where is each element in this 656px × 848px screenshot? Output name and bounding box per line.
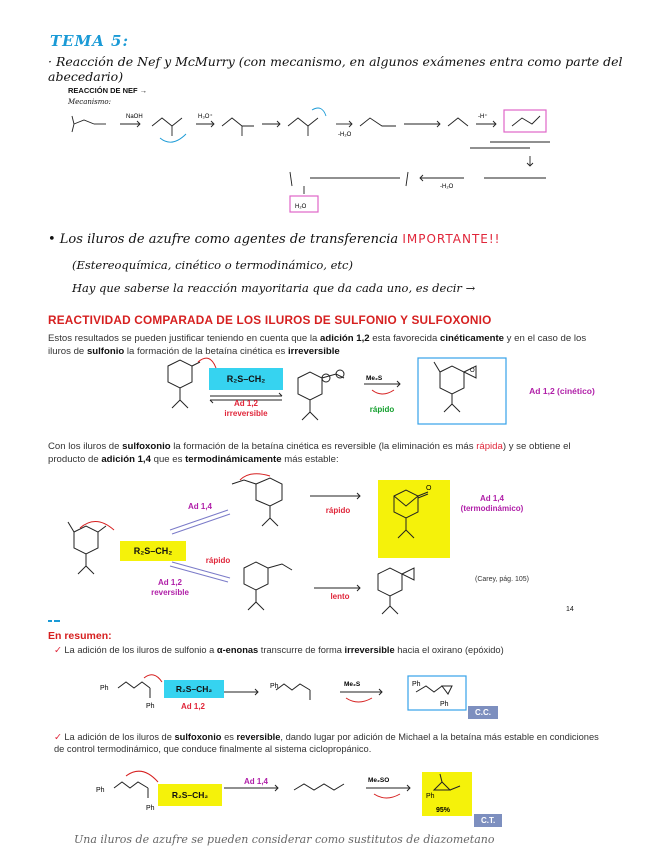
ilur-note	[48, 232, 500, 247]
rapido-label-3: rápido	[205, 556, 231, 565]
divider-marks	[48, 618, 68, 624]
ad14-thermo-label: Ad 1,4	[479, 494, 504, 503]
paragraph-sulfoxonio: Con los iluros de sulfoxonio la formación de la betaína cinética es reversible (la eliminación es más rápida) y se obtiene el producto de adición 1,4 que es termodinámicamente más estable:	[48, 441, 571, 465]
svg-text:Ph: Ph	[96, 787, 105, 794]
summary-ad14-label: Ad 1,4	[243, 777, 268, 786]
thermo-label: (termodinámico)	[460, 504, 524, 513]
paragraph-sulfonio: Estos resultados se pueden justificar teniendo en cuenta que la adición 1,2 esta favorecida cinéticamente y en el caso de los iluros de sulfonio la formación de la betaína cinética es irreversible	[48, 333, 587, 357]
rapido-label-2: rápido	[325, 506, 351, 515]
ilur-note-text: • Los iluros de azufre como agentes de transferencia	[48, 232, 399, 247]
nef-label: REACCIÓN DE NEF →	[68, 86, 148, 95]
svg-text:O: O	[470, 368, 475, 374]
summary-scheme-1	[100, 672, 520, 720]
page-number: 14	[566, 606, 574, 613]
svg-text:O: O	[426, 485, 432, 492]
check-icon-2: ✓	[54, 732, 62, 742]
nef-mechanism-scheme	[60, 104, 580, 220]
reagent-minus-h2o-2: -H₂O	[440, 184, 454, 190]
sulfoxonio-ylide-label: R₂S–CH₂	[133, 546, 173, 556]
section-title: REACTIVIDAD COMPARADA DE LOS ILUROS DE SULFONIO Y SULFOXONIO	[48, 313, 492, 327]
summary-title: En resumen:	[48, 630, 112, 642]
sulfonio-ylide-label: R₂S–CH₂	[226, 374, 266, 384]
cc-tag: C.C.	[468, 706, 498, 719]
carey-ref: (Carey, pág. 105)	[475, 576, 529, 583]
reversible-label: reversible	[151, 588, 189, 597]
svg-text:Ph: Ph	[146, 703, 155, 710]
ad12-label: Ad 1,2	[233, 399, 258, 408]
nef-mechanism-label: Mecanismo:	[68, 98, 111, 106]
svg-text:Ph: Ph	[270, 683, 279, 690]
summary-bullet-2: ✓ La adición de los iluros de sulfoxonio es reversible, dando lugar por adición de Michael a la betaína más estable en condiciones de control termodinámico, que conduce finalmente al sistema ciclopropánico.	[54, 732, 599, 754]
svg-text:Me₂SO: Me₂SO	[368, 777, 390, 784]
reagent-naoh: NaOH	[126, 114, 143, 120]
irreversible-label: irreversible	[224, 409, 268, 418]
yield-label: 95%	[436, 807, 451, 814]
svg-text:Me₂S: Me₂S	[344, 681, 361, 688]
svg-text:Ph: Ph	[146, 805, 155, 812]
summary-sulfoxonio-label: R₂S–CH₂	[171, 790, 209, 800]
ad12-kinetic-label: Ad 1,2 (cinético)	[529, 386, 595, 396]
lento-label: lento	[330, 592, 350, 601]
reagent-me2s: Me₂S	[366, 375, 383, 382]
summary-ad12-label: Ad 1,2	[180, 702, 205, 711]
svg-text:Ph: Ph	[100, 685, 109, 692]
important-tag: IMPORTANTE!!	[402, 232, 501, 246]
ct-tag: C.T.	[474, 814, 502, 827]
stereo-note: (Estereoquímica, cinético o termodinámico, etc)	[72, 258, 353, 272]
nef-note: · Reacción de Nef y McMurry (con mecanismo, en algunos exámenes entra como parte del abecedario)	[48, 54, 623, 84]
major-reaction-note: Hay que saberse la reacción mayoritaria que da cada uno, es decir →	[72, 281, 476, 295]
reagent-h3o: H₃O⁺	[198, 114, 213, 120]
tema-title: TEMA 5:	[50, 32, 130, 50]
ad12-label-2: Ad 1,2	[157, 578, 182, 587]
svg-text:Ph: Ph	[412, 681, 421, 688]
check-icon: ✓	[54, 645, 62, 655]
reagent-minus-h2o: -H₂O	[338, 132, 352, 138]
reagent-h2o: H₂O	[295, 204, 307, 210]
summary-sulfonio-label: R₂S–CH₂	[175, 684, 213, 694]
footer-handwriting: Una iluros de azufre se pueden considerar como sustitutos de diazometano	[74, 833, 495, 846]
sulfonio-scheme	[150, 356, 580, 436]
summary-bullet-1: ✓ La adición de los iluros de sulfonio a α-enonas transcurre de forma irreversible hacia el oxirano (epóxido)	[54, 645, 504, 655]
reagent-minus-h: -H⁺	[478, 114, 488, 120]
ad14-label: Ad 1,4	[187, 502, 212, 511]
rapido-label: rápido	[369, 405, 395, 414]
svg-text:Ph: Ph	[426, 793, 435, 800]
svg-text:Ph: Ph	[440, 701, 449, 708]
